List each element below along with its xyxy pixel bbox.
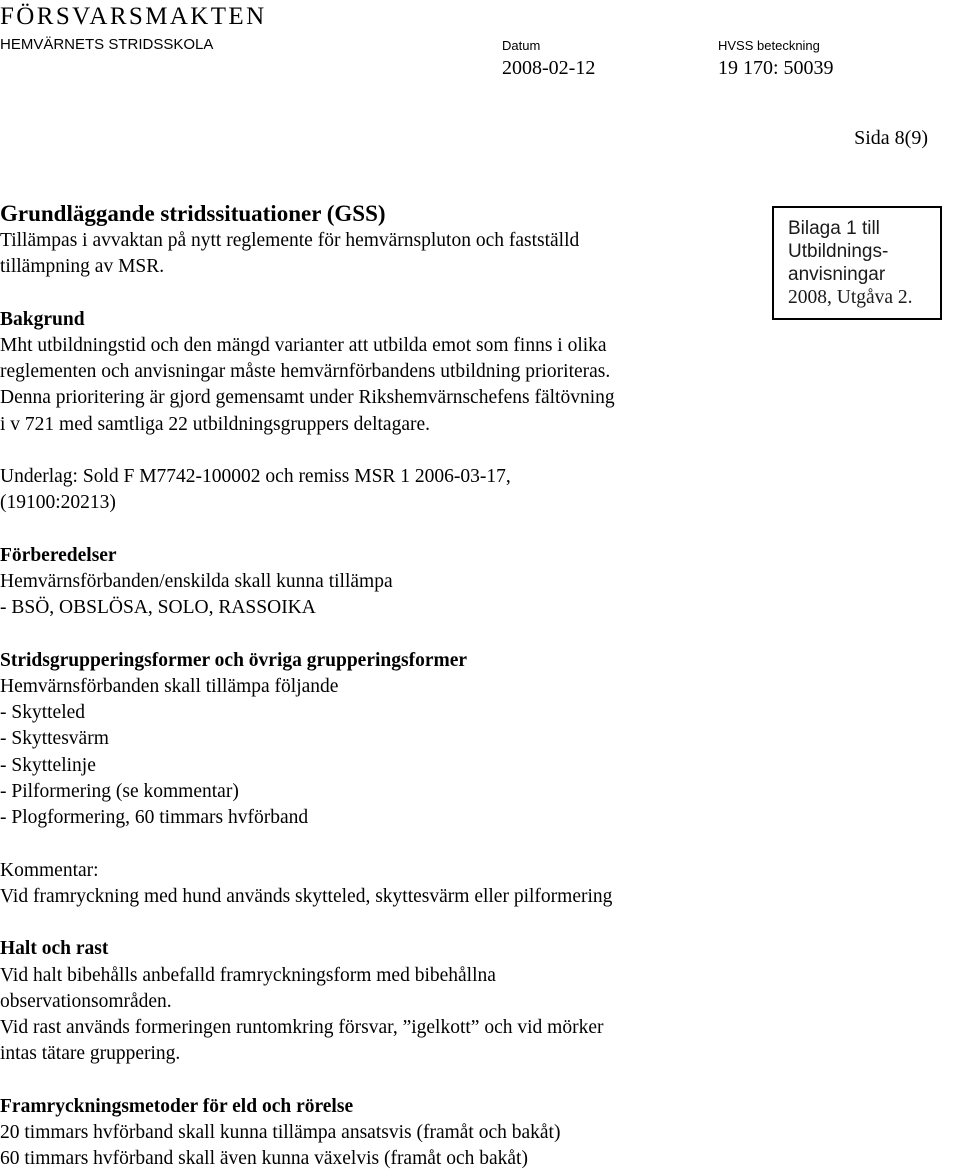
- list-item: - Skyttesvärm: [0, 728, 109, 750]
- list-item: - Plogformering, 60 timmars hvförband: [0, 807, 309, 829]
- bakgrund-line-1: Mht utbildningstid och den mängd varianter att utbilda emot som finns i olika: [0, 334, 607, 356]
- reference-label: HVSS beteckning: [718, 38, 820, 53]
- date-value: 2008-02-12: [502, 57, 596, 79]
- bakgrund-heading: Bakgrund: [0, 308, 85, 330]
- attachment-line-2: Utbildnings-: [788, 241, 889, 262]
- attachment-line-1: Bilaga 1 till: [788, 218, 880, 239]
- list-item: - Skytteled: [0, 702, 86, 724]
- halt-line-3: Vid rast används formeringen runtomkring försvar, ”igelkott” och vid mörker: [0, 1017, 604, 1039]
- framryckning-line-2: 60 timmars hvförband skall även kunna växelvis (framåt och bakåt): [0, 1148, 528, 1170]
- attachment-line-4: 2008, Utgåva 2.: [788, 287, 913, 308]
- halt-line-1: Vid halt bibehålls anbefalld framryckningsform med bibehållna: [0, 964, 496, 986]
- date-label: Datum: [502, 38, 541, 53]
- halt-heading: Halt och rast: [0, 938, 109, 960]
- intro-line-1: Tillämpas i avvaktan på nytt reglemente för hemvärnspluton och fastställd: [0, 230, 580, 251]
- document-title: Grundläggande stridssituationer (GSS): [0, 201, 386, 226]
- list-item: - Pilformering (se kommentar): [0, 781, 239, 803]
- framryckning-heading: Framryckningsmetoder för eld och rörelse: [0, 1095, 354, 1117]
- list-item: - Skyttelinje: [0, 754, 96, 776]
- kommentar-heading: Kommentar:: [0, 859, 99, 881]
- strids-intro: Hemvärnsförbanden skall tillämpa följande: [0, 675, 339, 697]
- underlag-line-2: (19100:20213): [0, 492, 116, 514]
- strids-heading: Stridsgrupperingsformer och övriga grupperingsformer: [0, 649, 468, 671]
- attachment-line-3: anvisningar: [788, 264, 886, 285]
- organization-name: FÖRSVARSMAKTEN: [0, 3, 267, 30]
- document-body: [0, 200, 960, 1173]
- intro-line-2: tillämpning av MSR.: [0, 256, 165, 278]
- halt-line-4: intas tätare gruppering.: [0, 1043, 181, 1065]
- bakgrund-line-2: reglementen och anvisningar måste hemvärnförbandens utbildning prioriteras.: [0, 361, 611, 383]
- forberedelser-line-1: Hemvärnsförbanden/enskilda skall kunna tillämpa: [0, 570, 393, 592]
- bakgrund-line-4: i v 721 med samtliga 22 utbildningsgruppers deltagare.: [0, 413, 430, 435]
- forberedelser-heading: Förberedelser: [0, 544, 117, 566]
- page-number: Sida 8(9): [854, 127, 928, 149]
- forberedelser-line-2: - BSÖ, OBSLÖSA, SOLO, RASSOIKA: [0, 597, 316, 619]
- kommentar-line-1: Vid framryckning med hund används skytteled, skyttesvärm eller pilformering: [0, 885, 613, 907]
- underlag-line-1: Underlag: Sold F M7742-100002 och remiss MSR 1 2006-03-17,: [0, 466, 511, 488]
- bakgrund-line-3: Denna prioritering är gjord gemensamt under Rikshemvärnschefens fältövning: [0, 387, 615, 409]
- framryckning-line-1: 20 timmars hvförband skall kunna tillämpa ansatsvis (framåt och bakåt): [0, 1122, 561, 1144]
- reference-value: 19 170: 50039: [718, 57, 834, 79]
- unit-name: HEMVÄRNETS STRIDSSKOLA: [0, 36, 214, 53]
- halt-line-2: observationsområden.: [0, 990, 172, 1012]
